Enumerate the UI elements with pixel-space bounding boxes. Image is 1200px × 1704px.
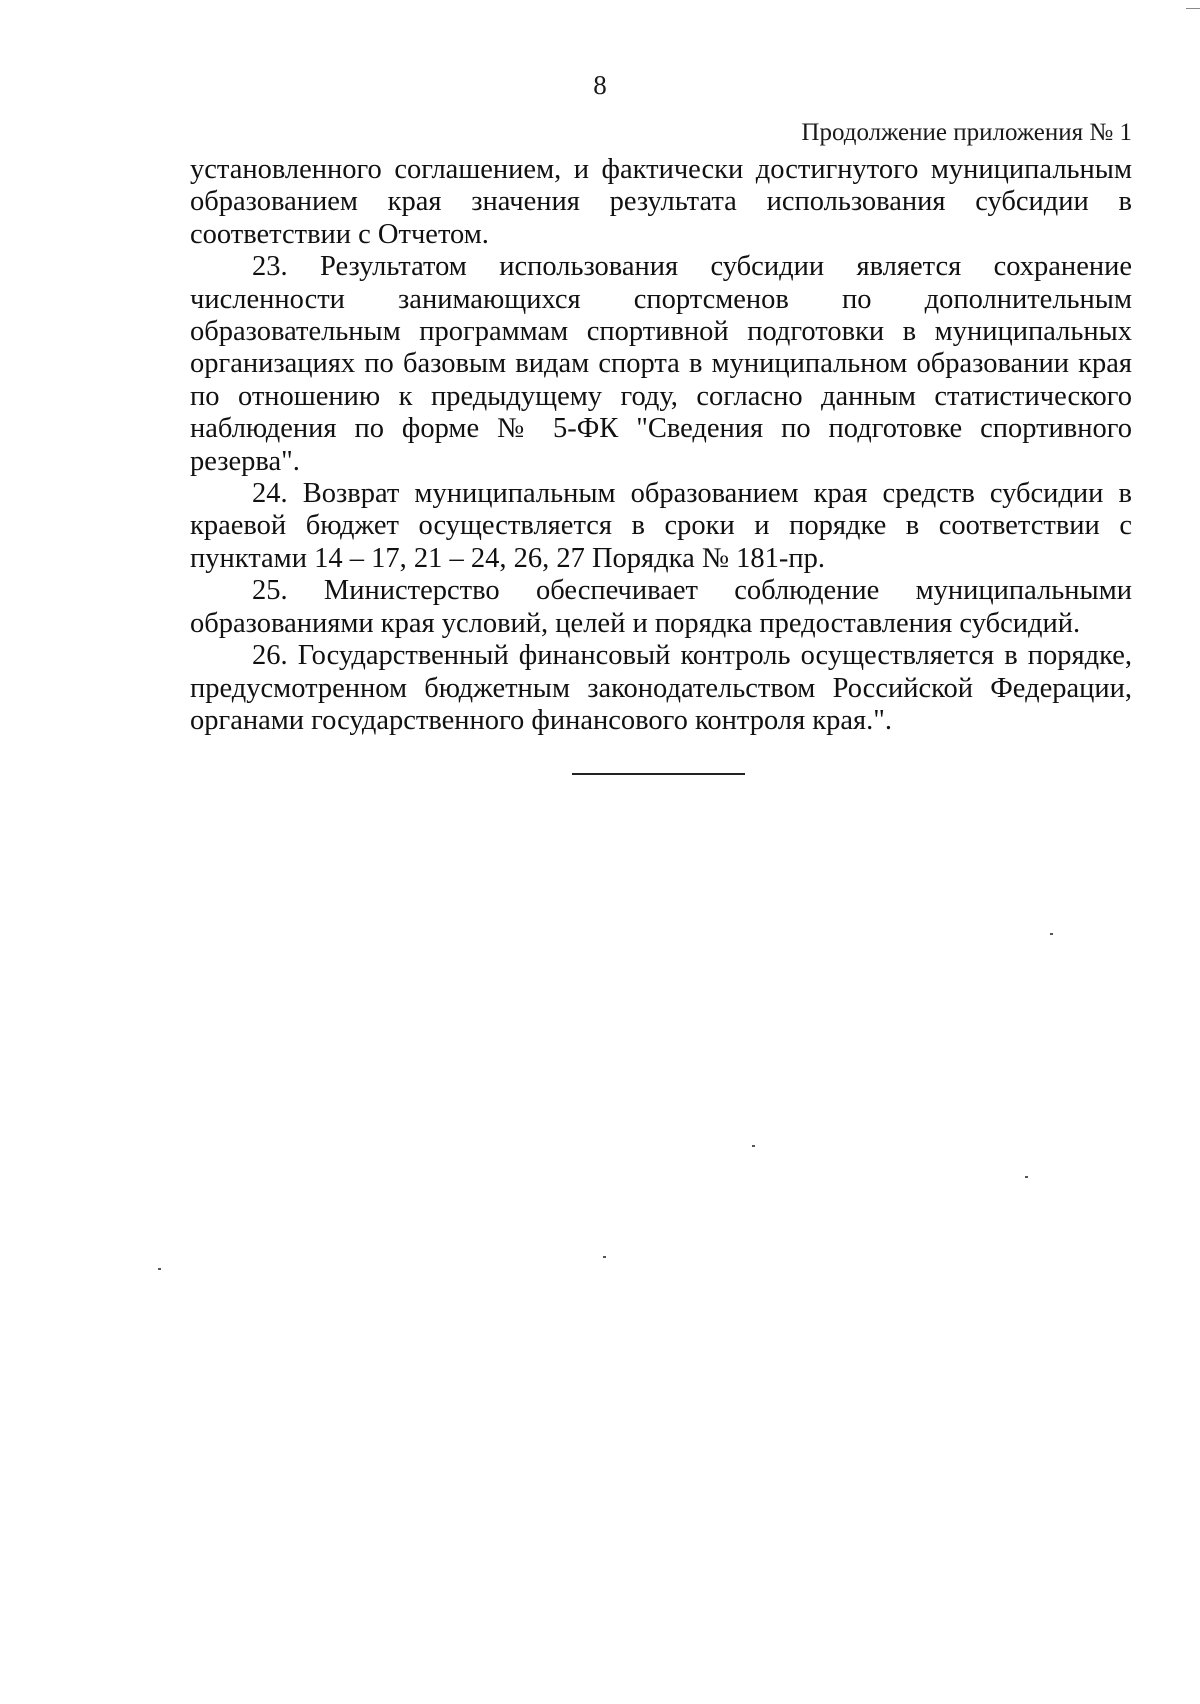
scan-speck (752, 1145, 755, 1147)
scan-edge-mark (1186, 8, 1200, 9)
paragraph-item-25: 25. Министерство обеспечивает соблюдение муниципальными образованиями края условий, целей и порядка предоставления субсидий. (190, 575, 1132, 639)
scan-speck (1025, 1176, 1028, 1178)
paragraph-intro-continuation: установленного соглашением, и фактически достигнутого муниципальным образованием края значения результата использования субсидии в соответствии с Отчетом. (190, 154, 1132, 250)
scan-speck (158, 1268, 161, 1270)
document-body (190, 154, 1132, 737)
appendix-continuation-note: Продолжение приложения № 1 (801, 119, 1132, 146)
paragraph-item-23: 23. Результатом использования субсидии является сохранение численности занимающихся спортсменов по дополнительным образовательным программам спортивной подготовки в муниципальных организациях по базовым видам спорта в муниципальном образовании края по отношению к предыдущему году, согласно данным статистического наблюдения по форме № 5-ФК "Сведения по подготовке спортивного резерва". (190, 251, 1132, 477)
scan-speck (1050, 933, 1053, 935)
end-divider-line (572, 773, 745, 775)
page-number: 8 (593, 70, 607, 100)
paragraph-item-24: 24. Возврат муниципальным образованием края средств субсидии в краевой бюджет осуществляется в сроки и порядке в соответствии с пунктами 14 – 17, 21 – 24, 26, 27 Порядка № 181-пр. (190, 478, 1132, 574)
paragraph-item-26: 26. Государственный финансовый контроль осуществляется в порядке, предусмотренном бюджетным законодательством Российской Федерации, органами государственного финансового контроля края.". (190, 640, 1132, 736)
scan-speck (603, 1256, 606, 1258)
